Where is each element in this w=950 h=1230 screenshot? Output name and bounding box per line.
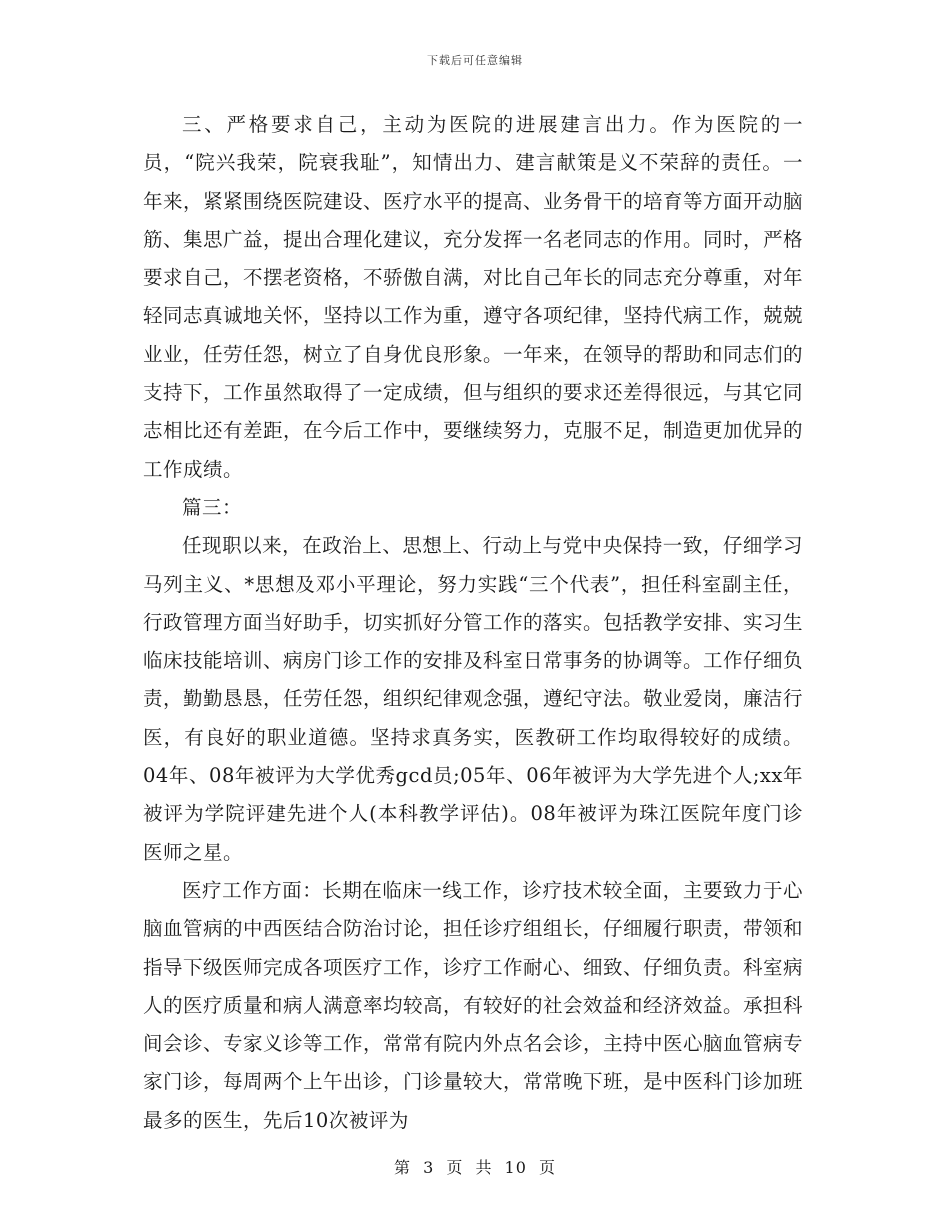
paragraph-section-three: 三、严格要求自己，主动为医院的进展建言出力。作为医院的一员，“院兴我荣，院衰我耻”，知情出力、建言献策是义不荣辞的责任。一年来，紧紧围绕医院建设、医疗水平的提高、业务骨干的培育等方面开动脑筋、集思广益，提出合理化建议，充分发挥一名老同志的作用。同时，严格要求自己，不摆老资格，不骄傲自满，对比自己年长的同志充分尊重，对年轻同志真诚地关怀，坚持以工作为重，遵守各项纪律，坚持代病工作，兢兢业业，任劳任怨，树立了自身优良形象。一年来，在领导的帮助和同志们的支持下，工作虽然取得了一定成绩，但与组织的要求还差得很远，与其它同志相比还有差距，在今后工作中，要继续努力，克服不足，制造更加优异的工作成绩。 <box>143 113 804 481</box>
page-number-footer: 第 3 页 共 10 页 <box>394 1158 556 1177</box>
page-header: 下载后可任意编辑 <box>427 54 523 67</box>
paragraph-career-summary: 任现职以来，在政治上、思想上、行动上与党中央保持一致，仔细学习马列主义、*思想及邓小平理论，努力实践“三个代表”，担任科室副主任，行政管理方面当好助手，切实抓好分管工作的落实。包括教学安排、实习生临床技能培训、病房门诊工作的安排及科室日常事务的协调等。工作仔细负责，勤勤恳恳，任劳任怨，组织纪律观念强，遵纪守法。敬业爱岗，廉洁行医，有良好的职业道德。坚持求真务实，医教研工作均取得较好的成绩。04年、08年被评为大学优秀gcd员;05年、06年被评为大学先进个人;xx年被评为学院评建先进个人(本科教学评估)。08年被评为珠江医院年度门诊医师之星。 <box>143 534 804 864</box>
paragraph-heading-part-three: 篇三： <box>182 495 243 519</box>
document-body <box>143 106 803 1140</box>
paragraph-medical-work: 医疗工作方面：长期在临床一线工作，诊疗技术较全面，主要致力于心脑血管病的中西医结合防治讨论，担任诊疗组组长，仔细履行职责，带领和指导下级医师完成各项医疗工作，诊疗工作耐心、细致、仔细负责。科室病人的医疗质量和病人满意率均较高，有较好的社会效益和经济效益。承担科间会诊、专家义诊等工作，常常有院内外点名会诊，主持中医心脑血管病专家门诊，每周两个上午出诊，门诊量较大，常常晚下班，是中医科门诊加班最多的医生，先后10次被评为 <box>143 878 804 1132</box>
